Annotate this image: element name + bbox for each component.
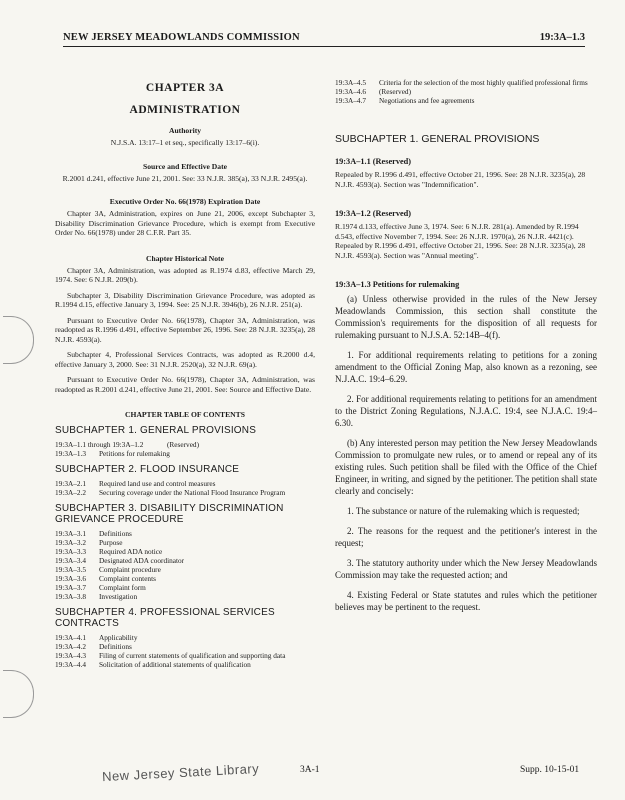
toc-subchapter-heading: SUBCHAPTER 2. FLOOD INSURANCE (55, 464, 240, 475)
section-history-note: R.1974 d.133, effective June 3, 1974. See: 6 N.J.R. 281(a). Amended by R.1994 d.543, effective November 7, 1994. See: 26 N.J.R. 1970(a), 26 N.J.R. 4421(c). Repealed by R.1996 d.491, effective October 21, 1996. See: 28 N.J.R. 3235(a), 28 N.J.R. 4593(a). Section was "Annual meeting". (335, 222, 586, 260)
executive-order-text: Chapter 3A, Administration, expires on June 21, 2006, except Subchapter 3, Disability Discrimination Grievance Procedure, which is exempt from Executive Order No. 66(1978) under 28 C.F.R. Part 35. (55, 209, 315, 237)
table-of-contents-label: CHAPTER TABLE OF CONTENTS (125, 410, 245, 419)
toc-entry-number: 19:3A–1.1 through 19:3A–1.2 (55, 440, 144, 449)
historical-note-paragraph: Chapter 3A, Administration, was adopted as R.1974 d.83, effective March 29, 1974. See: 6 N.J.R. 209(b). (55, 265, 315, 284)
toc-entry-number: 19:3A–3.8 (55, 592, 87, 601)
toc-list (55, 479, 315, 497)
toc-entry (55, 538, 315, 547)
running-header (63, 32, 585, 47)
toc-entry (55, 556, 315, 565)
toc-entry-number: 19:3A–4.1 (55, 633, 87, 642)
toc-entry (55, 592, 315, 601)
toc-entry (55, 529, 315, 538)
toc-entry-number: 19:3A–4.4 (55, 660, 87, 669)
toc-entry-number: 19:3A–4.2 (55, 642, 87, 651)
toc-entry-title: (Reserved) (167, 440, 200, 449)
toc-entry-title: Investigation (99, 592, 138, 601)
section-heading: 19:3A–1.2 (Reserved) (335, 209, 412, 218)
toc-entry-title: Complaint contents (99, 574, 156, 583)
rule-paragraph: 4. Existing Federal or State statutes and rules which the petitioner believes may be pertinent to the request. (335, 590, 597, 612)
toc-entry (335, 78, 597, 87)
page-number: 3A-1 (300, 765, 320, 775)
section-heading: 19:3A–1.1 (Reserved) (335, 157, 412, 166)
toc-entry-number: 19:3A–2.1 (55, 479, 87, 488)
authority-text: N.J.S.A. 13:17–1 et seq., specifically 13:17–6(i). (110, 138, 260, 147)
historical-note-paragraph: Subchapter 4, Professional Services Contracts, was adopted as R.2000 d.4, effective January 3, 2000. See: 31 N.J.R. 2520(a), 32 N.J.R. 69(a). (55, 350, 315, 369)
toc-entry-number: 19:3A–1.3 (55, 449, 87, 458)
toc-entry-number: 19:3A–3.1 (55, 529, 87, 538)
toc-entry-number: 19:3A–4.5 (335, 78, 367, 87)
library-stamp: New Jersey State Library (101, 760, 260, 785)
toc-entry (55, 633, 315, 642)
toc-entry-number: 19:3A–3.6 (55, 574, 87, 583)
toc-entry-title: Required ADA notice (99, 547, 163, 556)
toc-entry-title: Definitions (99, 529, 132, 538)
rule-paragraph: (b) Any interested person may petition the New Jersey Meadowlands Commission to promulgate new rules, or to amend or repeal any of its existing rules. Such petition shall be filed with the Office of the Chief Engineer, in writing, and signed by the petitioner. The petition shall state clearly and concisely: (335, 438, 597, 496)
toc-subchapter-heading: SUBCHAPTER 4. PROFESSIONAL SERVICES CONTRACTS (55, 607, 275, 629)
toc-list-continued (335, 78, 597, 105)
section-history-note: Repealed by R.1996 d.491, effective October 21, 1996. See: 28 N.J.R. 3235(a), 28 N.J.R. 4593(a). Section was "Indemnification". (335, 170, 586, 189)
toc-entry-title: Complaint procedure (99, 565, 161, 574)
toc-entry (55, 479, 315, 488)
source-label: Source and Effective Date (142, 161, 227, 171)
toc-list (55, 529, 315, 601)
rule-paragraph: 3. The statutory authority under which the New Jersey Meadowlands Commission may take the requested action; and (335, 558, 597, 580)
header-section: 19:3A–1.3 (539, 32, 585, 43)
toc-entry-title: Criteria for the selection of the most highly qualified professional firms (379, 78, 588, 87)
historical-note-label: Chapter Historical Note (146, 253, 224, 263)
toc-entry (55, 547, 315, 556)
toc-entry-number: 19:3A–2.2 (55, 488, 87, 497)
toc-entry (55, 660, 315, 669)
chapter-title: ADMINISTRATION (129, 104, 241, 116)
toc-entry (55, 440, 315, 449)
authority-label: Authority (168, 126, 202, 135)
toc-entry-title: Securing coverage under the National Flood Insurance Program (99, 488, 286, 497)
toc-entry (55, 574, 315, 583)
left-column (55, 62, 315, 669)
chapter-number: CHAPTER 3A (145, 82, 225, 94)
toc-entry-title: Petitions for rulemaking (99, 449, 170, 458)
toc-entry (335, 96, 597, 105)
punch-hole-mark (3, 670, 34, 718)
toc-subchapter-heading: SUBCHAPTER 3. DISABILITY DISCRIMINATION GRIEVANCE PROCEDURE (55, 503, 284, 525)
rule-paragraph: 1. The substance or nature of the rulemaking which is requested; (347, 506, 580, 516)
rule-paragraph: (a) Unless otherwise provided in the rules of the New Jersey Meadowlands Commission, this section shall constitute the Commission's requirements for the disposition of all requests for rulemaking pursuant to N.J.S.A. 52:14B–4(f). (335, 294, 597, 340)
punch-hole-mark (3, 316, 34, 364)
toc-entry (55, 565, 315, 574)
toc-entry-number: 19:3A–3.5 (55, 565, 87, 574)
toc-entry-title: Applicability (99, 633, 138, 642)
rule-paragraph: 1. For additional requirements relating to petitions for a zoning amendment to the Official Zoning Map, also known as a rezoning, see N.J.A.C. 19:4–6.29. (335, 350, 597, 384)
toc-entry-title: Definitions (99, 642, 132, 651)
toc-entry (55, 583, 315, 592)
toc-entry (55, 651, 315, 660)
toc-entry-title: Designated ADA coordinator (99, 556, 185, 565)
toc-entry-title: Solicitation of additional statements of qualification (99, 660, 251, 669)
historical-note-paragraph: Pursuant to Executive Order No. 66(1978), Chapter 3A, Administration, was readopted as R.1996 d.491, effective September 26, 1996. See: 28 N.J.R. 3235(a), 28 N.J.R. 4593(a). (55, 315, 315, 344)
rule-paragraph: 2. The reasons for the request and the petitioner's interest in the request; (335, 526, 597, 548)
historical-note-paragraph: Pursuant to Executive Order No. 66(1978), Chapter 3A, Administration, was readopted as R.2001 d.241, effective June 21, 2001. See: Source and Effective Date. (55, 375, 315, 394)
historical-note-paragraph: Subchapter 3, Disability Discrimination Grievance Procedure, was adopted as R.1994 d.15, effective January 3, 1994. See: 25 N.J.R. 3946(b), 26 N.J.R. 251(a). (55, 290, 315, 309)
section-heading: 19:3A–1.3 Petitions for rulemaking (335, 280, 460, 289)
toc-entry-number: 19:3A–4.3 (55, 651, 87, 660)
toc-entry-title: Complaint form (99, 583, 146, 592)
rule-paragraph: 2. For additional requirements relating to petitions for an amendment to the District Zoning Regulations, N.J.A.C. 19:4, see N.J.A.C. 19:4–6.30. (335, 394, 597, 428)
toc-entry-number: 19:3A–3.3 (55, 547, 87, 556)
toc-entry-title: (Reserved) (379, 87, 412, 96)
supplement-date: Supp. 10-15-01 (520, 765, 580, 775)
toc-entry-title: Filing of current statements of qualification and supporting data (99, 651, 286, 660)
toc-entry-number: 19:3A–4.7 (335, 96, 367, 105)
toc-entry-number: 19:3A–3.4 (55, 556, 87, 565)
toc-entry-title: Required land use and control measures (99, 479, 216, 488)
toc-entry (335, 87, 597, 96)
executive-order-label: Executive Order No. 66(1978) Expiration Date (109, 197, 261, 206)
toc-entry (55, 449, 315, 458)
toc-list (55, 440, 315, 458)
source-text: R.2001 d.241, effective June 21, 2001. See: 33 N.J.R. 385(a), 33 N.J.R. 2495(a). (62, 173, 308, 183)
toc-list (55, 633, 315, 669)
right-column (335, 78, 597, 621)
toc-entry (55, 642, 315, 651)
toc-entry (55, 488, 315, 497)
toc-subchapter-heading: SUBCHAPTER 1. GENERAL PROVISIONS (55, 425, 257, 436)
toc-entry-number: 19:3A–4.6 (335, 87, 367, 96)
subchapter-heading: SUBCHAPTER 1. GENERAL PROVISIONS (335, 133, 540, 145)
toc-entry-title: Purpose (99, 538, 123, 547)
toc-entry-title: Negotiations and fee agreements (379, 96, 475, 105)
toc-entry-number: 19:3A–3.7 (55, 583, 87, 592)
header-title: NEW JERSEY MEADOWLANDS COMMISSION (63, 32, 300, 43)
toc-entry-number: 19:3A–3.2 (55, 538, 87, 547)
